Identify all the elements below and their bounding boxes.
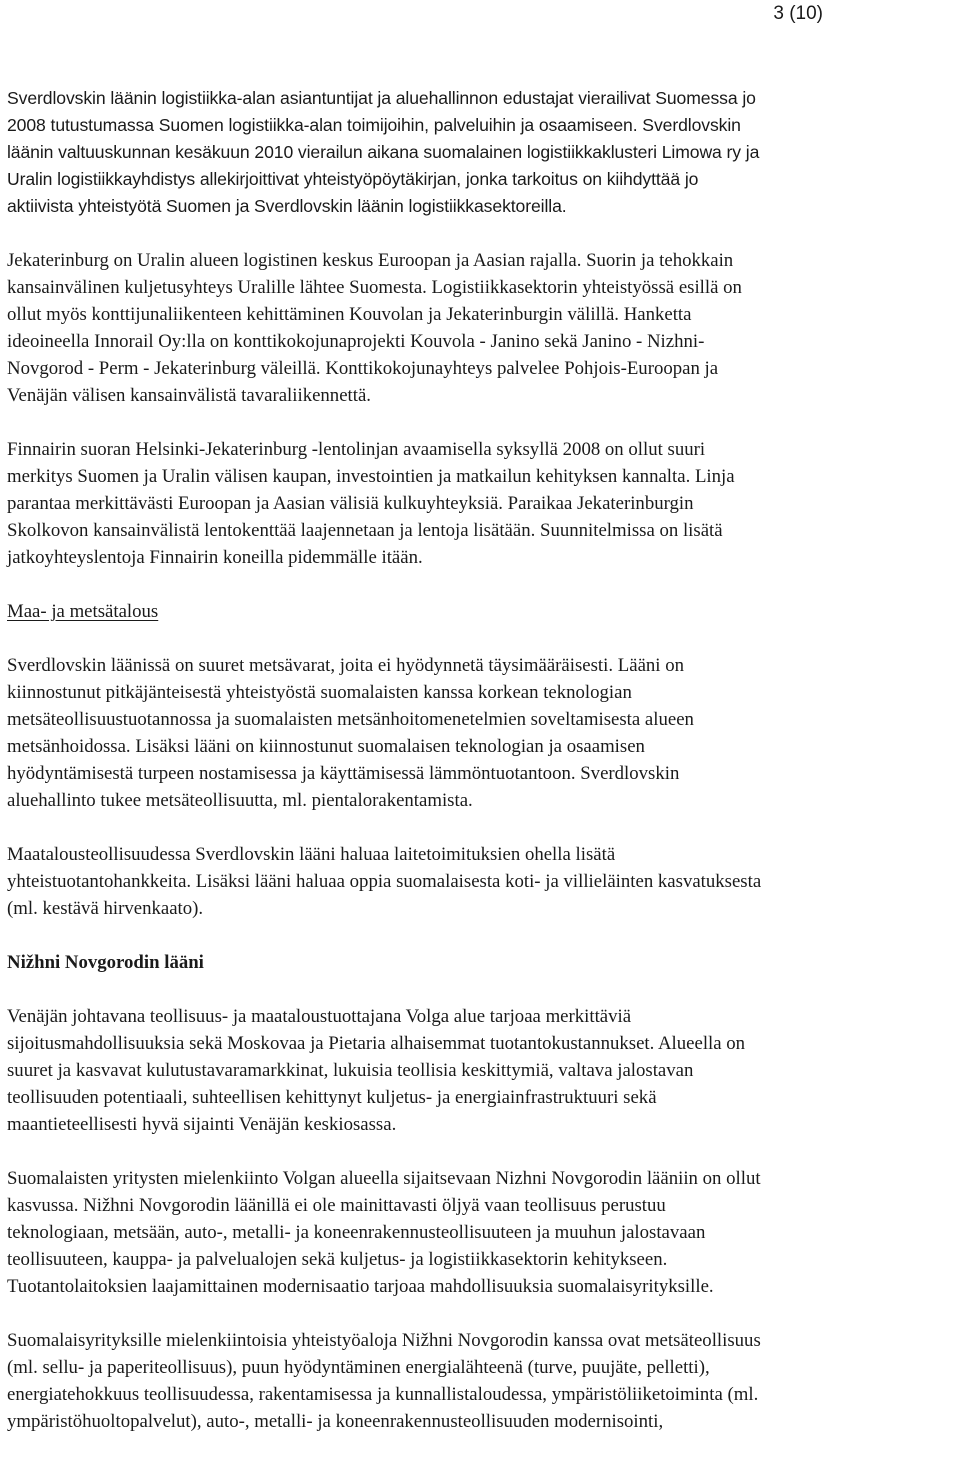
text-line: ympäristöhuoltopalvelut), auto-, metalli- ja koneenrakennusteollisuuden modernisointi, bbox=[7, 1411, 664, 1432]
text-line: parantaa merkittävästi Euroopan ja Aasian välisiä kulkuyhteyksiä. Paraikaa Jekaterinburgin bbox=[7, 493, 694, 514]
text-line: Sverdlovskin läänissä on suuret metsävarat, joita ei hyödynnetä täysimääräisesti. Lääni on bbox=[7, 655, 684, 676]
text-line: Venäjän johtavana teollisuus- ja maataloustuottajana Volga alue tarjoaa merkittäviä bbox=[7, 1006, 632, 1027]
text-line: läänin valtuuskunnan kesäkuun 2010 vierailun aikana suomalainen logistiikkaklusteri Limowa ry ja bbox=[7, 142, 760, 162]
text-line: Sverdlovskin läänin logistiikka-alan asiantuntijat ja aluehallinnon edustajat vierailivat Suomessa jo bbox=[7, 88, 756, 108]
text-line: (ml. kestävä hirvenkaato). bbox=[7, 898, 204, 919]
text-line: (ml. sellu- ja paperiteollisuus), puun hyödyntäminen energialähteenä (turve, puujäte, pelletti), bbox=[7, 1357, 710, 1378]
text-line: Suomalaisten yritysten mielenkiinto Volgan alueella sijaitsevaan Nizhni Novgorodin lääniin on ollut bbox=[7, 1168, 761, 1189]
paragraph-forestry bbox=[7, 652, 957, 814]
paragraph-jekaterinburg bbox=[7, 247, 957, 409]
text-line: Uralin logistiikkayhdistys allekirjoittivat yhteistyöpöytäkirjan, jonka tarkoitus on kiihdyttää jo bbox=[7, 169, 699, 189]
text-line: Skolkovon kansainvälistä lentokenttää laajennetaan ja lentoja lisätään. Suunnitelmissa on lisätä bbox=[7, 520, 723, 541]
heading-nizhny-novgorod: Nižhni Novgorodin lääni bbox=[7, 952, 204, 973]
paragraph-agriculture bbox=[7, 841, 957, 922]
text-line: Jekaterinburg on Uralin alueen logistinen keskus Euroopan ja Aasian rajalla. Suorin ja tehokkain bbox=[7, 250, 734, 271]
paragraph-finnair bbox=[7, 436, 957, 571]
text-line: Suomalaisyrityksille mielenkiintoisia yhteistyöaloja Nižhni Novgorodin kanssa ovat metsäteollisuus bbox=[7, 1330, 761, 1351]
text-line: ollut myös konttijunaliikenteen kehittäminen Kouvolan ja Jekaterinburgin välillä. Hanketta bbox=[7, 304, 692, 325]
paragraph-volga bbox=[7, 1003, 957, 1138]
text-line: jatkoyhteyslentoja Finnairin koneilla pidemmälle itään. bbox=[7, 547, 423, 568]
paragraph-finnish-interest bbox=[7, 1165, 957, 1300]
text-line: 2008 tutustumassa Suomen logistiikka-alan toimijoihin, palveluihin ja osaamiseen. Sverdlovskin bbox=[7, 115, 741, 135]
text-line: Maatalousteollisuudessa Sverdlovskin lääni haluaa laitetoimituksien ohella lisätä bbox=[7, 844, 616, 865]
text-line: maantieteellisesti hyvä sijainti Venäjän keskiosassa. bbox=[7, 1114, 397, 1135]
text-line: metsäteollisuustuotannossa ja suomalaisten metsänhoitomenetelmien soveltamisesta alueen bbox=[7, 709, 694, 730]
text-line: kiinnostunut pitkäjänteisestä yhteistyöstä suomalaisten kanssa korkean teknologian bbox=[7, 682, 632, 703]
text-line: ideoineella Innorail Oy:lla on konttikokojunaprojekti Kouvola - Janino sekä Janino - Nizhni- bbox=[7, 331, 705, 352]
text-line: aluehallinto tukee metsäteollisuutta, ml. pientalorakentamista. bbox=[7, 790, 473, 811]
text-line: Finnairin suoran Helsinki-Jekaterinburg -lentolinjan avaamisella syksyllä 2008 on ollut suuri bbox=[7, 439, 706, 460]
text-line: energiatehokkuus teollisuudessa, rakentamisessa ja kunnallistaloudessa, ympäristöliiketoiminta (ml. bbox=[7, 1384, 759, 1405]
text-line: Tuotantolaitoksien laajamittainen modernisaatio tarjoaa mahdollisuuksia suomalaisyrityksille. bbox=[7, 1276, 714, 1297]
text-line: suuret ja kasvavat kulutustavaramarkkinat, lukuisia teollisia keskittymiä, valtava jalostavan bbox=[7, 1060, 694, 1081]
text-line: Novgorod - Perm - Jekaterinburg väleillä. Konttikokojunayhteys palvelee Pohjois-Euroopan ja bbox=[7, 358, 719, 379]
text-line: metsänhoidossa. Lisäksi lääni on kiinnostunut suomalaisen teknologian ja osaamisen bbox=[7, 736, 645, 757]
text-line: aktiivista yhteistyötä Suomen ja Sverdlovskin läänin logistiikkasektoreilla. bbox=[7, 196, 567, 216]
heading-forestry: Maa- ja metsätalous bbox=[7, 601, 159, 622]
text-line: hyödyntämisestä turpeen nostamisessa ja käyttämisessä lämmöntuotantoon. Sverdlovskin bbox=[7, 763, 680, 784]
page-number: 3 (10) bbox=[773, 3, 823, 24]
text-line: teollisuuteen, kauppa- ja palvelualojen sekä kuljetus- ja logistiikkasektorin kehitykseen. bbox=[7, 1249, 668, 1270]
paragraph-cooperation-areas bbox=[7, 1327, 957, 1435]
text-line: teknologiaan, metsään, auto-, metalli- ja koneenrakennusteollisuuteen ja muuhun jalostavaan bbox=[7, 1222, 706, 1243]
text-line: Venäjän välisen kansainvälistä tavaraliikennettä. bbox=[7, 385, 372, 406]
paragraph-logistics-intro bbox=[7, 85, 957, 220]
text-line: kansainvälinen kuljetusyhteys Uralille lähtee Suomesta. Logistiikkasektorin yhteistyössä esillä on bbox=[7, 277, 742, 298]
text-line: sijoitusmahdollisuuksia sekä Moskovaa ja Pietaria alhaisemmat tuotantokustannukset. Alueella on bbox=[7, 1033, 746, 1054]
text-line: teollisuuden potentiaali, suhteellisen kehittynyt kuljetus- ja energiainfrastruktuuri sekä bbox=[7, 1087, 657, 1108]
document-body bbox=[7, 85, 957, 1462]
text-line: kasvussa. Nižhni Novgorodin läänillä ei ole mainittavasti öljyä vaan teollisuus perustuu bbox=[7, 1195, 666, 1216]
text-line: yhteistuotantohankkeita. Lisäksi lääni haluaa oppia suomalaisesta koti- ja villieläinten kasvatuksesta bbox=[7, 871, 762, 892]
text-line: merkitys Suomen ja Uralin välisen kaupan, investointien ja matkailun kehityksen kannalta. Linja bbox=[7, 466, 735, 487]
